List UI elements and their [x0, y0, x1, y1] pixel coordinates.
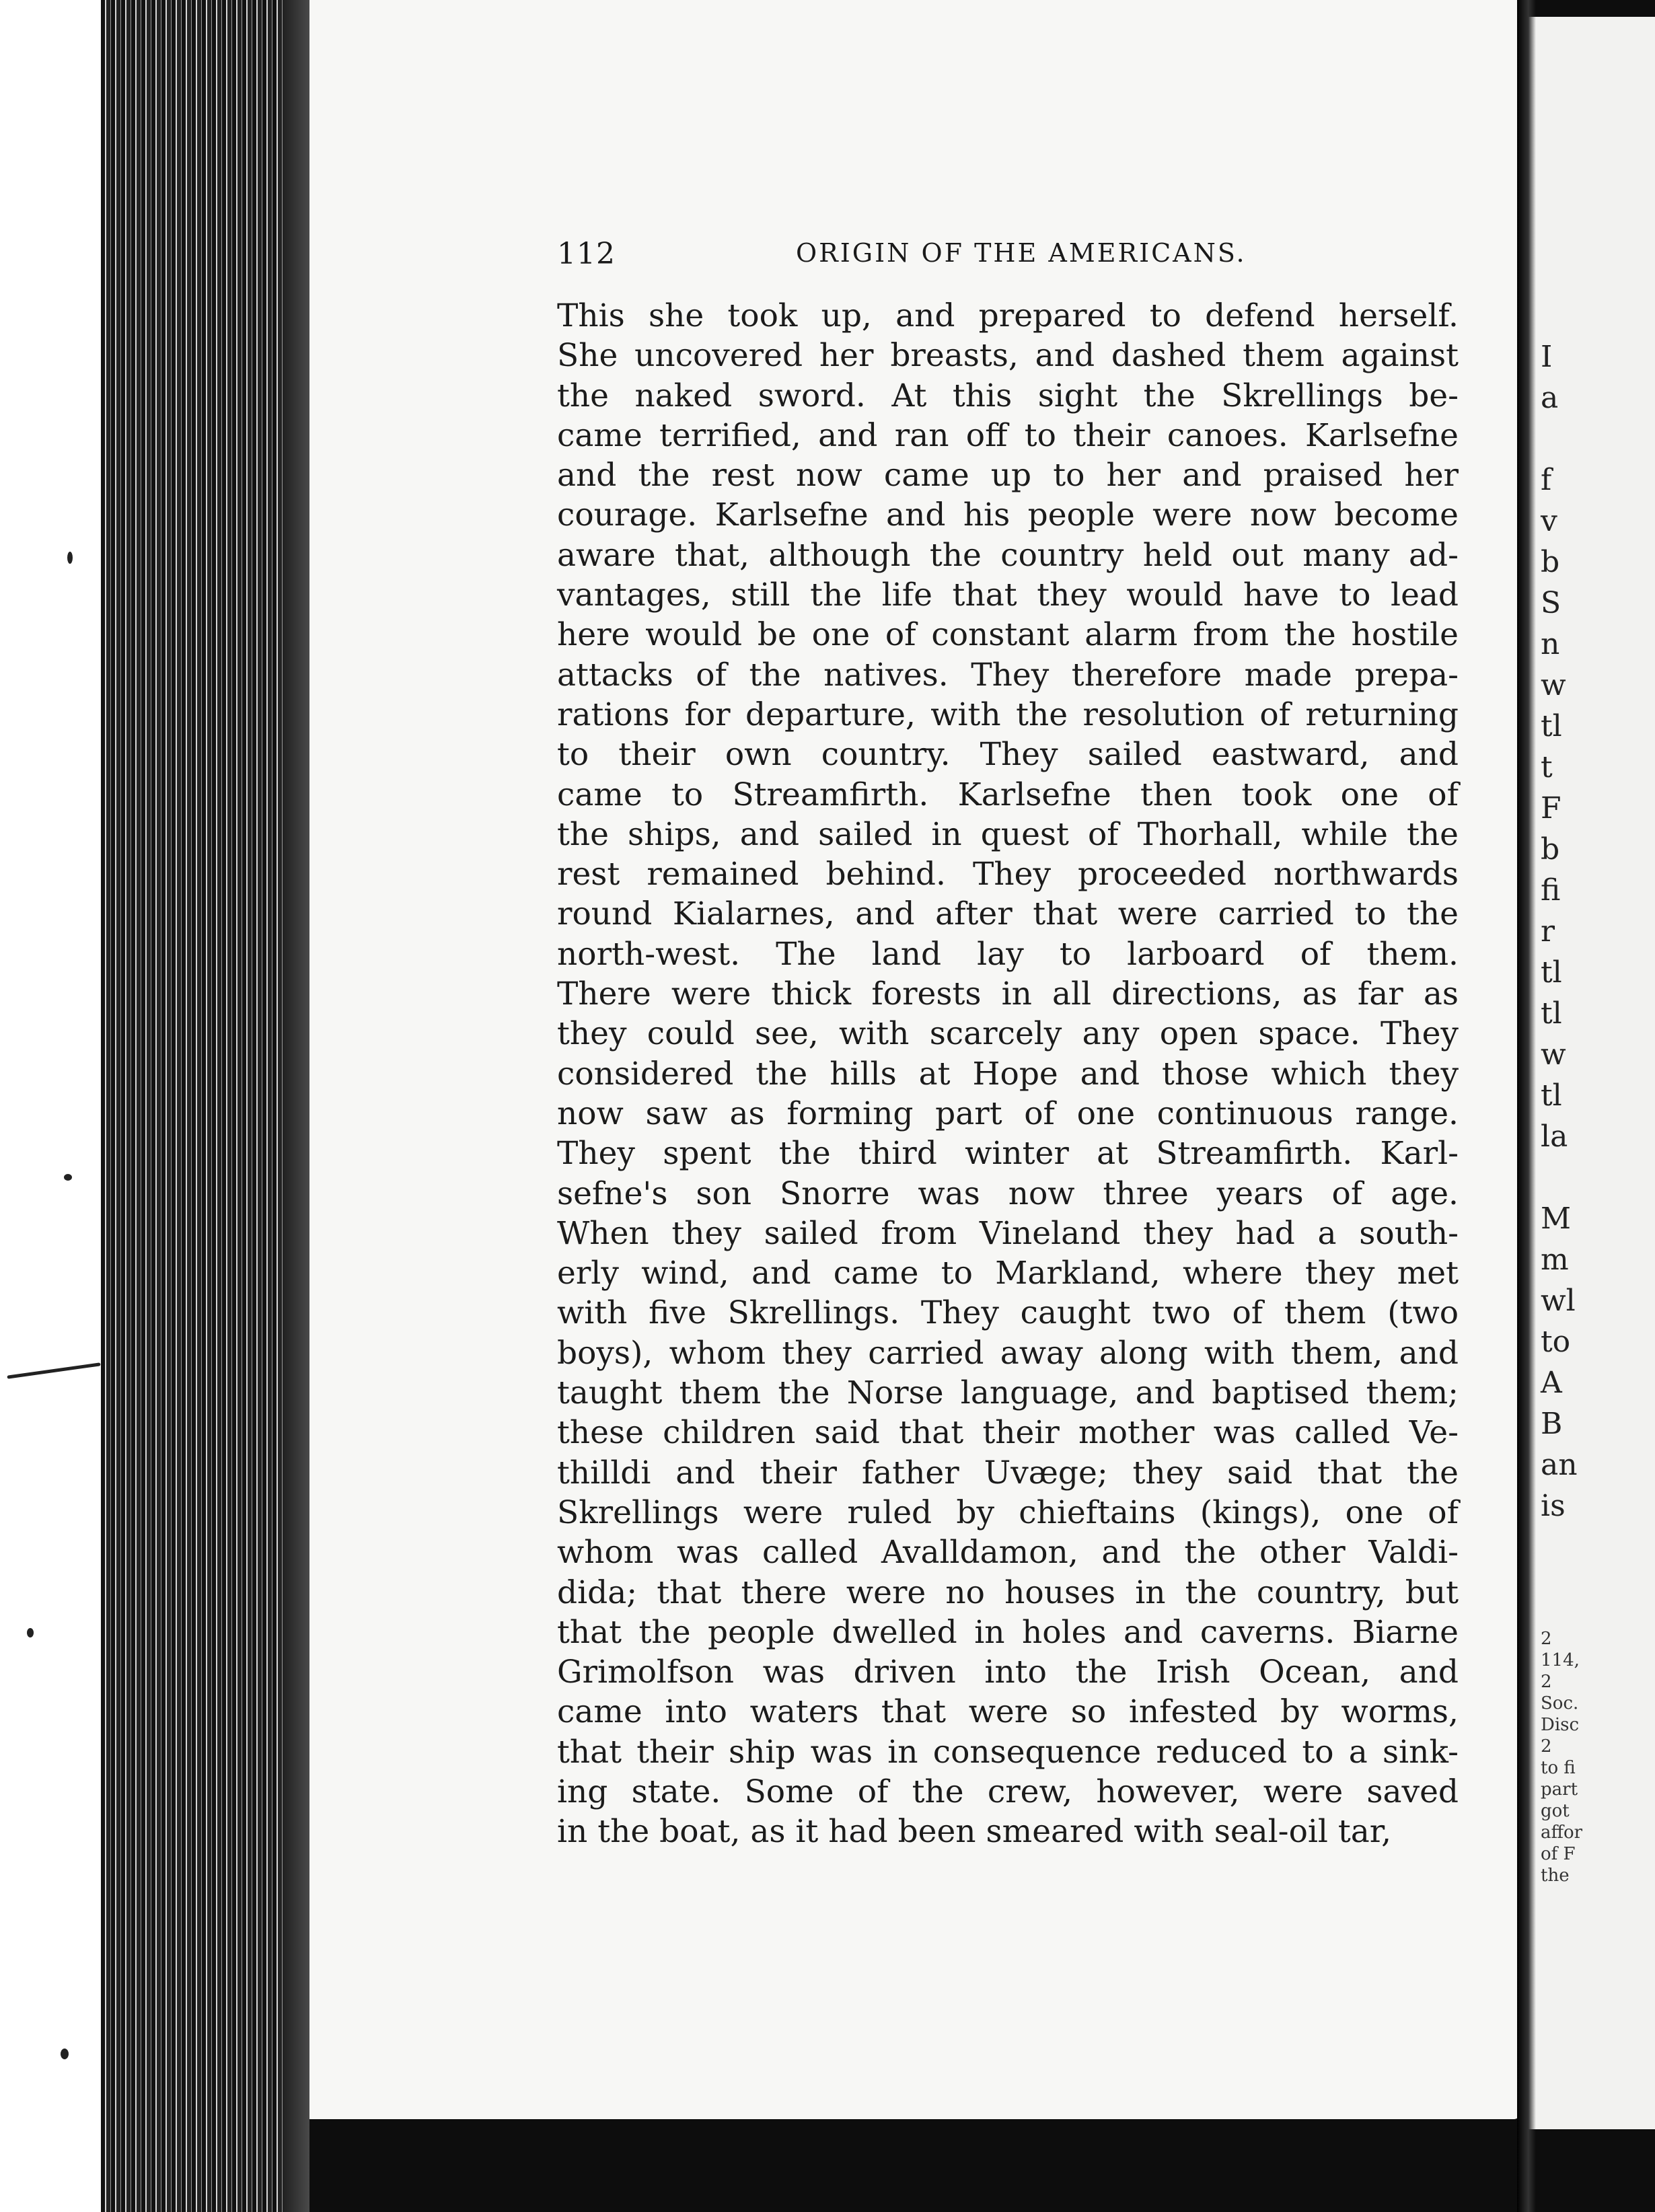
text-line: sefne's son Snorre was now three years of age. — [557, 1175, 1459, 1212]
facing-note-line: the — [1541, 1866, 1570, 1886]
facing-line: tl — [1541, 996, 1562, 1031]
facing-note-line: got — [1541, 1801, 1570, 1821]
running-head — [557, 237, 1479, 277]
facing-line: an — [1541, 1448, 1578, 1482]
facing-line — [1541, 418, 1655, 459]
facing-line: r — [1541, 914, 1555, 949]
text-line: courage. Karlsefne and his people were now become — [557, 496, 1459, 534]
facing-note-line: to fi — [1541, 1758, 1576, 1778]
text-line: that the people dwelled in holes and caverns. Biarne — [557, 1613, 1459, 1651]
text-line: erly wind, and came to Markland, where they met — [557, 1255, 1459, 1292]
facing-line: t — [1541, 750, 1553, 784]
facing-line: w — [1541, 1037, 1566, 1072]
facing-line: wl — [1541, 1284, 1576, 1318]
text-line: considered the hills at Hope and those which they — [557, 1055, 1459, 1093]
facing-page-text — [1541, 336, 1655, 1526]
facing-line: b — [1541, 832, 1560, 867]
page-number: 112 — [557, 237, 616, 271]
facing-line: tl — [1541, 955, 1562, 990]
text-line: the naked sword. At this sight the Skrellings be- — [557, 377, 1459, 414]
facing-line: n — [1541, 627, 1560, 661]
facing-line: w — [1541, 668, 1566, 702]
facing-page-notes — [1541, 1628, 1655, 1886]
text-line: came into waters that were so infested by worms, — [557, 1693, 1459, 1731]
text-line: they could see, with scarcely any open space. They — [557, 1015, 1459, 1053]
facing-line: b — [1541, 545, 1560, 579]
facing-line: B — [1541, 1407, 1563, 1441]
text-line: Skrellings were ruled by chieftains (kings), one of — [557, 1494, 1459, 1531]
text-line: rations for departure, with the resolution of returning — [557, 696, 1459, 733]
text-line: came to Streamfirth. Karlsefne then took one of — [557, 776, 1459, 813]
film-speck — [61, 2049, 69, 2059]
facing-line: f — [1541, 463, 1552, 497]
text-line: to their own country. They sailed eastward, and — [557, 736, 1459, 774]
facing-note-line: affor — [1541, 1822, 1583, 1843]
text-line: in the boat, as it had been smeared with seal-oil tar, — [557, 1813, 1392, 1851]
text-line: There were thick forests in all directions, as far as — [557, 975, 1459, 1013]
facing-note-line: 2 — [1541, 1672, 1552, 1692]
film-speck — [7, 1362, 100, 1378]
text-line: boys), whom they carried away along with them, and — [557, 1334, 1459, 1372]
text-line: with five Skrellings. They caught two of them (two — [557, 1294, 1459, 1332]
facing-note-line: Disc — [1541, 1715, 1580, 1735]
facing-line: M — [1541, 1202, 1572, 1236]
facing-line: F — [1541, 791, 1561, 825]
text-line: here would be one of constant alarm from the hostile — [557, 616, 1459, 654]
text-line: round Kialarnes, and after that were carried to the — [557, 895, 1459, 933]
text-line: whom was called Avalldamon, and the other Valdi- — [557, 1534, 1459, 1572]
text-line: taught them the Norse language, and baptised them; — [557, 1374, 1459, 1412]
text-line: and the rest now came up to her and praised her — [557, 457, 1459, 494]
text-line: these children said that their mother was called Ve- — [557, 1414, 1459, 1452]
facing-line: fi — [1541, 873, 1561, 908]
facing-note-line: part — [1541, 1779, 1578, 1800]
text-line: attacks of the natives. They therefore made prepa- — [557, 656, 1459, 694]
text-line: dida; that there were no houses in the country, but — [557, 1574, 1459, 1611]
film-speck — [27, 1628, 34, 1637]
facing-line: I — [1541, 340, 1553, 374]
book-page-edges — [101, 0, 309, 2212]
facing-note-line: of F — [1541, 1844, 1576, 1864]
facing-note-line: Soc. — [1541, 1693, 1579, 1713]
body-text — [557, 296, 1459, 1852]
text-line: rest remained behind. They proceeded northwards — [557, 856, 1459, 893]
text-line: She uncovered her breasts, and dashed them against — [557, 337, 1459, 375]
facing-line: v — [1541, 504, 1557, 538]
text-line: When they sailed from Vineland they had a south- — [557, 1214, 1459, 1252]
text-line: that their ship was in consequence reduced to a sink- — [557, 1733, 1459, 1771]
text-line: vantages, still the life that they would have to lead — [557, 577, 1459, 614]
facing-note-line: 2 — [1541, 1629, 1552, 1649]
text-line: came terrified, and ran off to their canoes. Karlsefne — [557, 416, 1459, 454]
facing-note-line: 2 — [1541, 1736, 1552, 1757]
facing-note-line: 114, — [1541, 1650, 1580, 1670]
facing-line — [1541, 1157, 1655, 1198]
text-line: aware that, although the country held out many ad- — [557, 536, 1459, 574]
facing-line: a — [1541, 381, 1559, 415]
text-line: Grimolfson was driven into the Irish Ocean, and — [557, 1654, 1459, 1691]
film-speck — [67, 552, 73, 564]
text-line: This she took up, and prepared to defend herself. — [557, 297, 1459, 334]
running-title: ORIGIN OF THE AMERICANS. — [796, 238, 1247, 268]
facing-line: tl — [1541, 1078, 1562, 1113]
facing-line: A — [1541, 1366, 1562, 1400]
film-margin — [0, 0, 101, 2212]
text-line: now saw as forming part of one continuous range. — [557, 1095, 1459, 1132]
facing-line: la — [1541, 1119, 1568, 1154]
text-line: thilldi and their father Uvæge; they said that the — [557, 1454, 1459, 1491]
text-line: north-west. The land lay to larboard of them. — [557, 935, 1459, 973]
text-line: They spent the third winter at Streamfirth. Karl- — [557, 1135, 1459, 1173]
facing-line: to — [1541, 1325, 1571, 1359]
text-line: ing state. Some of the crew, however, were saved — [557, 1773, 1459, 1810]
facing-line: S — [1541, 586, 1561, 620]
facing-line: tl — [1541, 709, 1562, 743]
text-line: the ships, and sailed in quest of Thorhall, while the — [557, 815, 1459, 853]
facing-line: is — [1541, 1489, 1566, 1523]
facing-line: m — [1541, 1243, 1569, 1277]
film-speck — [64, 1174, 72, 1181]
gutter-shadow — [1517, 0, 1536, 2212]
